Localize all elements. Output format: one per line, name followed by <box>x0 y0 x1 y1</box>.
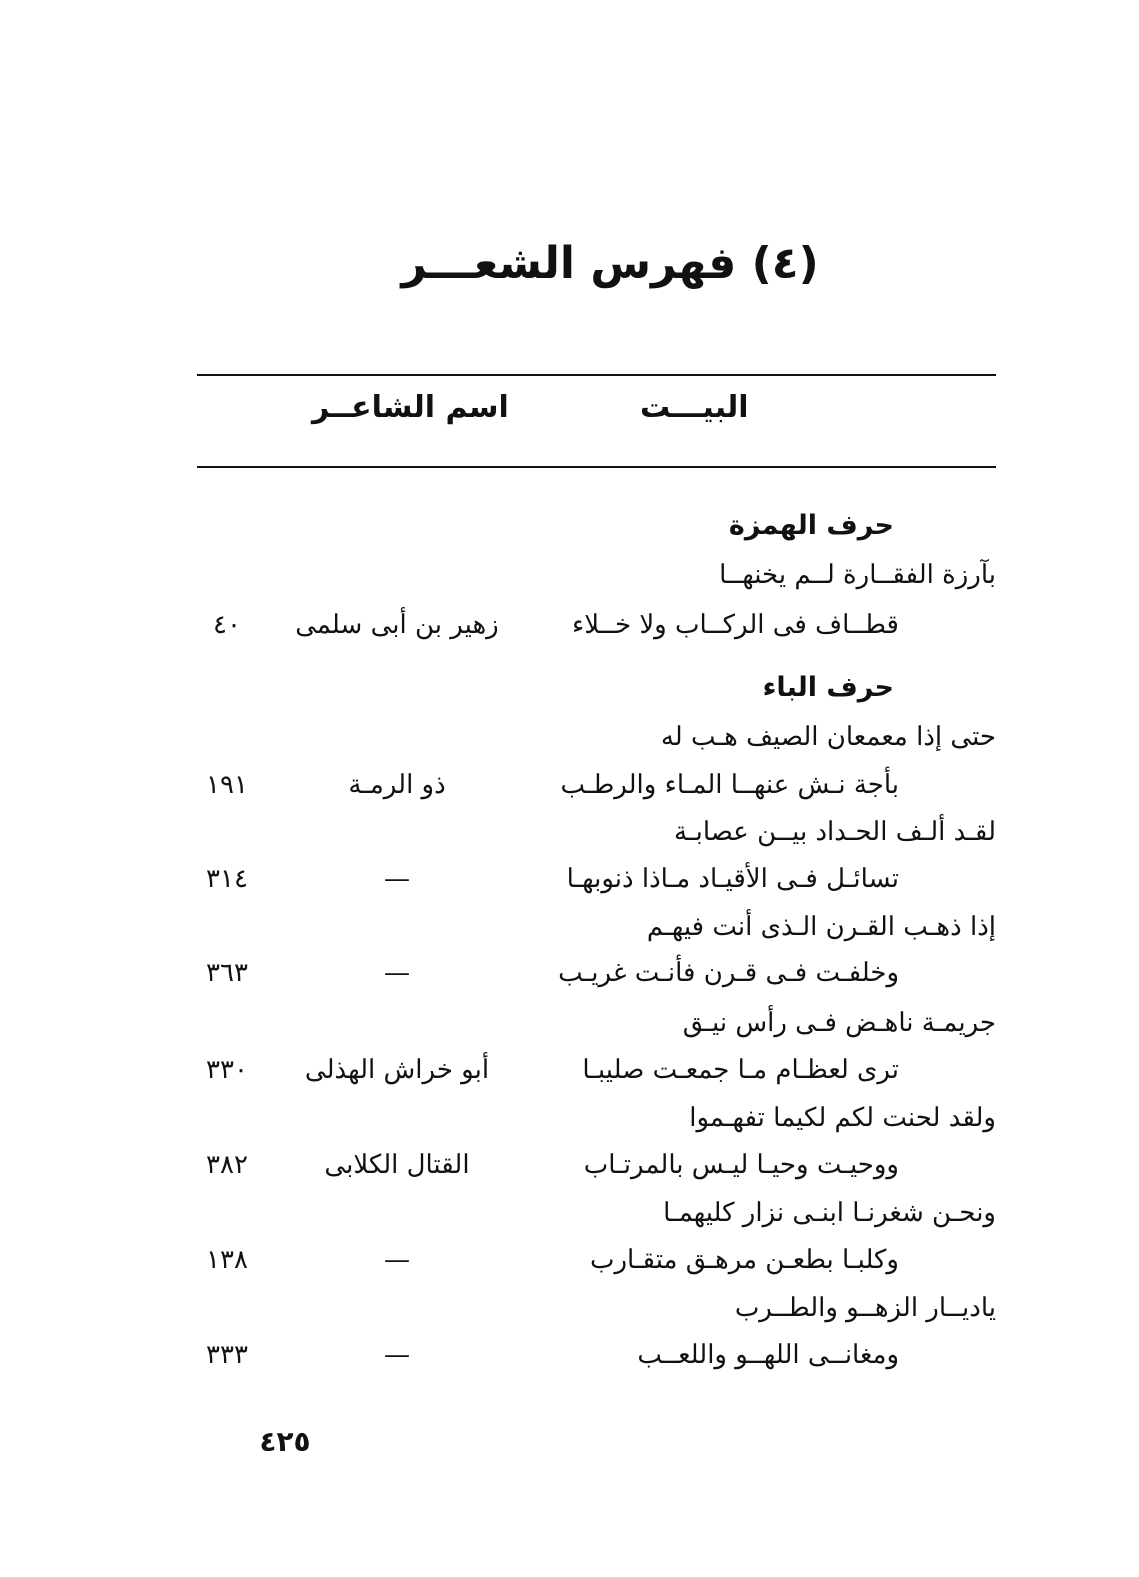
section-title-hamza: حرف الهمزة <box>728 510 894 541</box>
section-title-ba: حرف الباء <box>762 672 894 703</box>
poet-name: — <box>384 1340 410 1370</box>
verse-second-hemistich: ترى لعظـام مـا جمعـت صليبـا <box>582 1055 899 1085</box>
page-reference: ١٩١ <box>206 770 248 800</box>
poet-name: — <box>384 1245 410 1275</box>
verse-second-hemistich: بأجة نـش عنهــا المـاء والرطـب <box>560 770 899 800</box>
verse-entry <box>197 1008 996 1058</box>
verse-entry <box>197 817 996 867</box>
verse-entry <box>197 1293 996 1343</box>
poet-name: أبو خراش الهذلى <box>304 1055 490 1085</box>
verse-entry <box>197 1198 996 1248</box>
verse-entry <box>197 1340 996 1390</box>
verse-second-hemistich: وخلفـت فـى قـرن فأنـت غريـب <box>558 958 899 988</box>
verse-entry <box>197 770 996 820</box>
page-reference: ٣٨٢ <box>206 1150 248 1180</box>
verse-entry <box>197 610 996 660</box>
poet-name: القتال الكلابى <box>324 1150 470 1180</box>
verse-second-hemistich: قطــاف فى الركــاب ولا خــلاء <box>572 610 899 640</box>
header-top-rule <box>197 374 996 376</box>
verse-first-hemistich: حتى إذا معمعان الصيف هـب له <box>660 722 996 752</box>
poet-name: — <box>384 958 410 988</box>
page-reference: ١٣٨ <box>206 1245 248 1275</box>
verse-entry <box>197 912 996 962</box>
verse-entry <box>197 560 996 610</box>
verse-first-hemistich: لقـد ألـف الحـداد بيــن عصابـة <box>674 817 996 847</box>
verse-entry <box>197 1245 996 1295</box>
verse-first-hemistich: جريمـة ناهـض فـى رأس نيـق <box>682 1008 996 1038</box>
header-bottom-rule <box>197 466 996 468</box>
verse-first-hemistich: ونحـن شغرنـا ابنـى نزار كليهمـا <box>663 1198 996 1228</box>
page-reference: ٤٠ <box>213 610 241 640</box>
verse-second-hemistich: ومغانــى اللهــو واللعــب <box>637 1340 899 1370</box>
verse-entry <box>197 864 996 914</box>
page-reference: ٣٦٣ <box>206 958 248 988</box>
poet-name: — <box>384 864 410 894</box>
poet-name: ذو الرمـة <box>348 770 446 800</box>
verse-entry <box>197 1055 996 1105</box>
page-number: ٤٢٥ <box>259 1425 311 1458</box>
poet-name: زهير بن أبى سلمى <box>295 610 499 640</box>
column-header-poet: اسم الشاعــر <box>312 390 509 425</box>
verse-second-hemistich: ووحيـت وحيـا ليـس بالمرتـاب <box>583 1150 899 1180</box>
verse-entry <box>197 722 996 772</box>
verse-entry <box>197 1150 996 1200</box>
verse-entry <box>197 1103 996 1153</box>
verse-second-hemistich: وكلبـا بطعـن مرهـق متقـارب <box>589 1245 899 1275</box>
verse-first-hemistich: إذا ذهـب القـرن الـذى أنت فيهـم <box>646 912 996 942</box>
page-reference: ٣٣٠ <box>206 1055 248 1085</box>
page-reference: ٣٣٣ <box>206 1340 248 1370</box>
verse-entry <box>197 958 996 1008</box>
verse-first-hemistich: بآرزة الفقــارة لــم يخنهــا <box>719 560 996 590</box>
verse-second-hemistich: تسائـل فـى الأقيـاد مـاذا ذنوبهـا <box>566 864 899 894</box>
page-title: (٤) فهرس الشعـــر <box>401 238 819 289</box>
page-reference: ٣١٤ <box>206 864 248 894</box>
verse-first-hemistich: ولقد لحنت لكم لكيما تفهـموا <box>689 1103 996 1133</box>
column-header-verse: البيـــت <box>640 390 749 425</box>
verse-first-hemistich: ياديــار الزهــو والطــرب <box>734 1293 996 1323</box>
